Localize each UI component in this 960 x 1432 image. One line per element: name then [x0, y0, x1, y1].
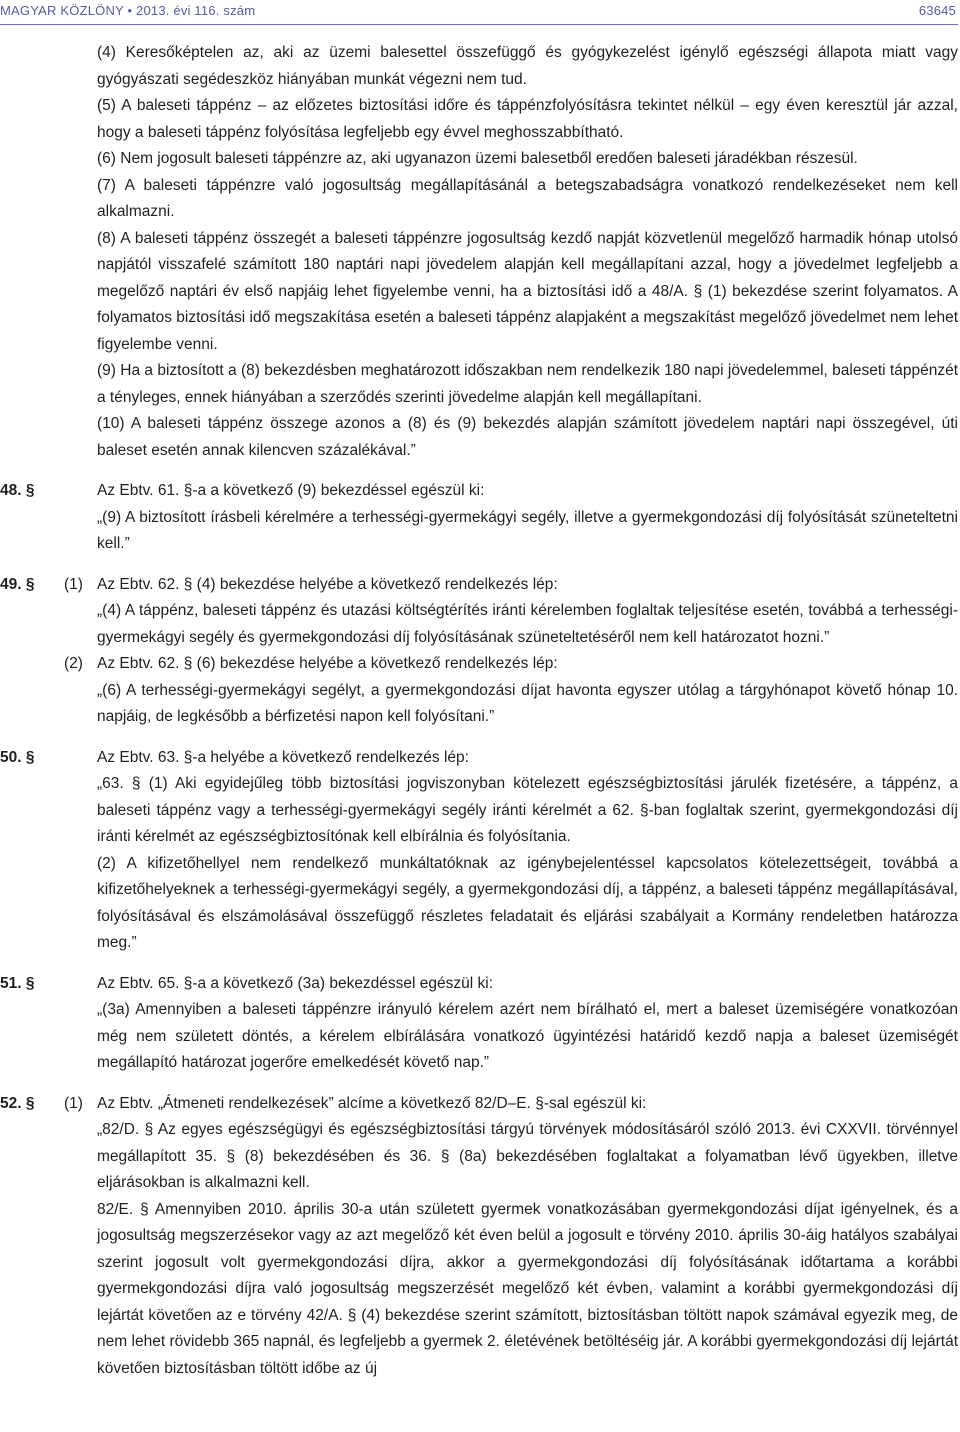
journal-title: MAGYAR KÖZLÖNY • 2013. évi 116. szám	[0, 3, 256, 18]
paragraph: (5) A baleseti táppénz – az előzetes biztosítási időre és táppénzfolyósításra tekintet nélkül – egy éven keresztül jár azzal, hogy a baleseti táppénz folyósítása legfeljebb egy évvel meghosszabbítható.	[97, 97, 958, 141]
paragraph: Az Ebtv. 61. §-a a következő (9) bekezdéssel egészül ki:	[97, 482, 485, 499]
section-number: 52. §	[0, 1094, 35, 1112]
section-48	[0, 478, 958, 558]
paragraph: Az Ebtv. 62. § (6) bekezdése helyébe a következő rendelkezés lép:	[97, 655, 558, 672]
paragraph: Az Ebtv. 65. §-a a következő (3a) bekezdéssel egészül ki:	[97, 974, 494, 992]
subsection-number: (1)	[64, 1094, 83, 1112]
page-header	[0, 3, 958, 27]
paragraph: (6) Nem jogosult baleseti táppénzre az, aki ugyanazon üzemi balesetből eredően baleseti járadékban részesül.	[97, 150, 858, 167]
header-rule	[0, 24, 958, 25]
paragraph: (10) A baleseti táppénz összege azonos a (8) és (9) bekezdés alapján számított jövedelem naptári napi összegével, úti baleset esetén annak kilencven százalékával.”	[97, 415, 958, 459]
paragraph: (4) Keresőképtelen az, aki az üzemi balesettel összefüggő és gyógykezelést igénylő egészségi állapota miatt vagy gyógyászati segédeszköz hiányában munkát végezni nem tud.	[97, 44, 958, 88]
paragraph: „(3a) Amennyiben a baleseti táppénzre irányuló kérelem azért nem bírálható el, mert a baleset üzemiségére vonatkozóan még nem született döntés, a kérelem elbírálására vonatkozó ügyintézési határidő kezdő napja a baleset üzemiségét megállapító határozat jogerőre emelkedését követő nap.”	[97, 1001, 958, 1071]
paragraph: „63. § (1) Aki egyidejűleg több biztosítási jogviszonyban kötelezett egészségbiztosítási járulék fizetésére, a táppénz, a baleseti táppénz vagy a terhességi-gyermekágyi segély iránti kérelmét a 62. §-ban foglaltak szerint, gyermekgondozási díj iránti kérelmét az egészségbiztosítónak kell elbírálnia és folyósítania.	[97, 775, 958, 845]
section-item	[0, 1091, 958, 1383]
subsection-number: (1)	[64, 575, 83, 593]
intro-block	[97, 40, 958, 464]
section-50	[0, 745, 958, 957]
paragraph: (8) A baleseti táppénz összegét a baleseti táppénzre jogosultság kezdő napját közvetlenül megelőző harmadik hónap utolsó napjától visszafelé számított 180 naptári napi jövedelem alapján kell megállapítani azzal, hogy a jövedelmet legfeljebb a megelőző naptári év első napjáig lehet figyelembe venni, ha a biztosítási idő a 48/A. § (1) bekezdése szerint folyamatos. A folyamatos biztosítási idő megszakítása esetén a baleseti táppénz alapjaként a megszakítást megelőző jövedelmet nem lehet figyelembe venni.	[97, 229, 958, 353]
section-51	[0, 971, 958, 1077]
section-item	[0, 971, 958, 1077]
paragraph: „(4) A táppénz, baleseti táppénz és utazási költségtérítés iránti kérelemben foglaltak teljesítése esetén, továbbá a terhességi-gyermekágyi segély és gyermekgondozási díj folyósításának szüneteltetéséről nem kell határozatot hozni.”	[97, 602, 958, 646]
page-number: 63645	[918, 3, 956, 18]
section-49	[0, 572, 958, 731]
paragraph: Az Ebtv. 62. § (4) bekezdése helyébe a következő rendelkezés lép:	[97, 575, 558, 593]
section-52	[0, 1091, 958, 1383]
section-number: 48. §	[0, 482, 35, 499]
paragraph: 82/E. § Amennyiben 2010. április 30-a után született gyermek vonatkozásában gyermekgondozási díjat igényelnek, és a jogosultság megszerzésekor vagy az azt megelőző két éven belül a jogosult e törvény 2010. április 30-áig hatályos szabályai szerint jogosult volt gyermekgondozási díjra, akkor a gyermekgondozási díj folyósításának időtartama a korábbi gyermekgondozási díjra való jogosultság megszerzését megelőző két évben, valamint a korábbi gyermekgondozási díj lejártát követően az e törvény 42/A. § (4) bekezdése szerint számított, biztosításban töltött napok számával egyezik meg, de nem lehet rövidebb 365 napnál, és legfeljebb a gyermek 2. életévének betöltéséig jár. A korábbi gyermekgondozási díj lejártát követően biztosításban töltött időbe az új	[97, 1200, 958, 1377]
paragraph: „(9) A biztosított írásbeli kérelmére a terhességi-gyermekágyi segély, illetve a gyermekgondozási díj folyósítását szüneteltetni kell.”	[97, 508, 958, 552]
section-item	[0, 572, 958, 652]
section-number: 49. §	[0, 575, 35, 593]
subsection-number: (2)	[64, 655, 83, 672]
paragraph: Az Ebtv. „Átmeneti rendelkezések” alcíme a következő 82/D–E. §-sal egészül ki:	[97, 1094, 647, 1112]
section-number: 51. §	[0, 974, 35, 992]
paragraph: (9) Ha a biztosított a (8) bekezdésben meghatározott időszakban nem rendelkezik 180 napi jövedelemmel, baleseti táppénzét a tényleges, ennek hiányában a szerződés szerinti jövedelme alapján kell megállapítani.	[97, 362, 958, 406]
paragraph: (7) A baleseti táppénzre való jogosultság megállapításánál a betegszabadságra vonatkozó rendelkezéseket nem kell alkalmazni.	[97, 176, 958, 220]
paragraph: Az Ebtv. 63. §-a helyébe a következő rendelkezés lép:	[97, 748, 469, 766]
paragraph: „(6) A terhességi-gyermekágyi segélyt, a gyermekgondozási díjat havonta egyszer utólag a tárgyhónapot követő hónap 10. napjáig, de legkésőbb a bérfizetési napon kell folyósítani.”	[97, 681, 958, 725]
paragraph: (2) A kifizetőhellyel nem rendelkező munkáltatóknak az igénybejelentéssel kapcsolatos kötelezettségeit, továbbá a kifizetőhelyeknek a terhességi-gyermekágyi segély, a gyermekgondozási díj, a táppénz, a baleseti táppénz megállapításával, folyósításával és elszámolásával összefüggő részletes feladatait és eljárási szabályait a Kormány rendeletben határozza meg.”	[97, 854, 958, 951]
section-number: 50. §	[0, 748, 35, 766]
section-item	[0, 651, 958, 731]
paragraph: „82/D. § Az egyes egészségügyi és egészségbiztosítási tárgyú törvények módosításáról szóló 2013. évi CXXVII. törvénnyel megállapított 35. § (8) bekezdésében és 36. § (8a) bekezdésében foglaltakat a folyamatban lévő ügyekben, illetve eljárásokban is alkalmazni kell.	[97, 1121, 958, 1191]
section-item	[0, 478, 958, 558]
section-item	[0, 745, 958, 957]
page-body	[0, 40, 958, 1382]
